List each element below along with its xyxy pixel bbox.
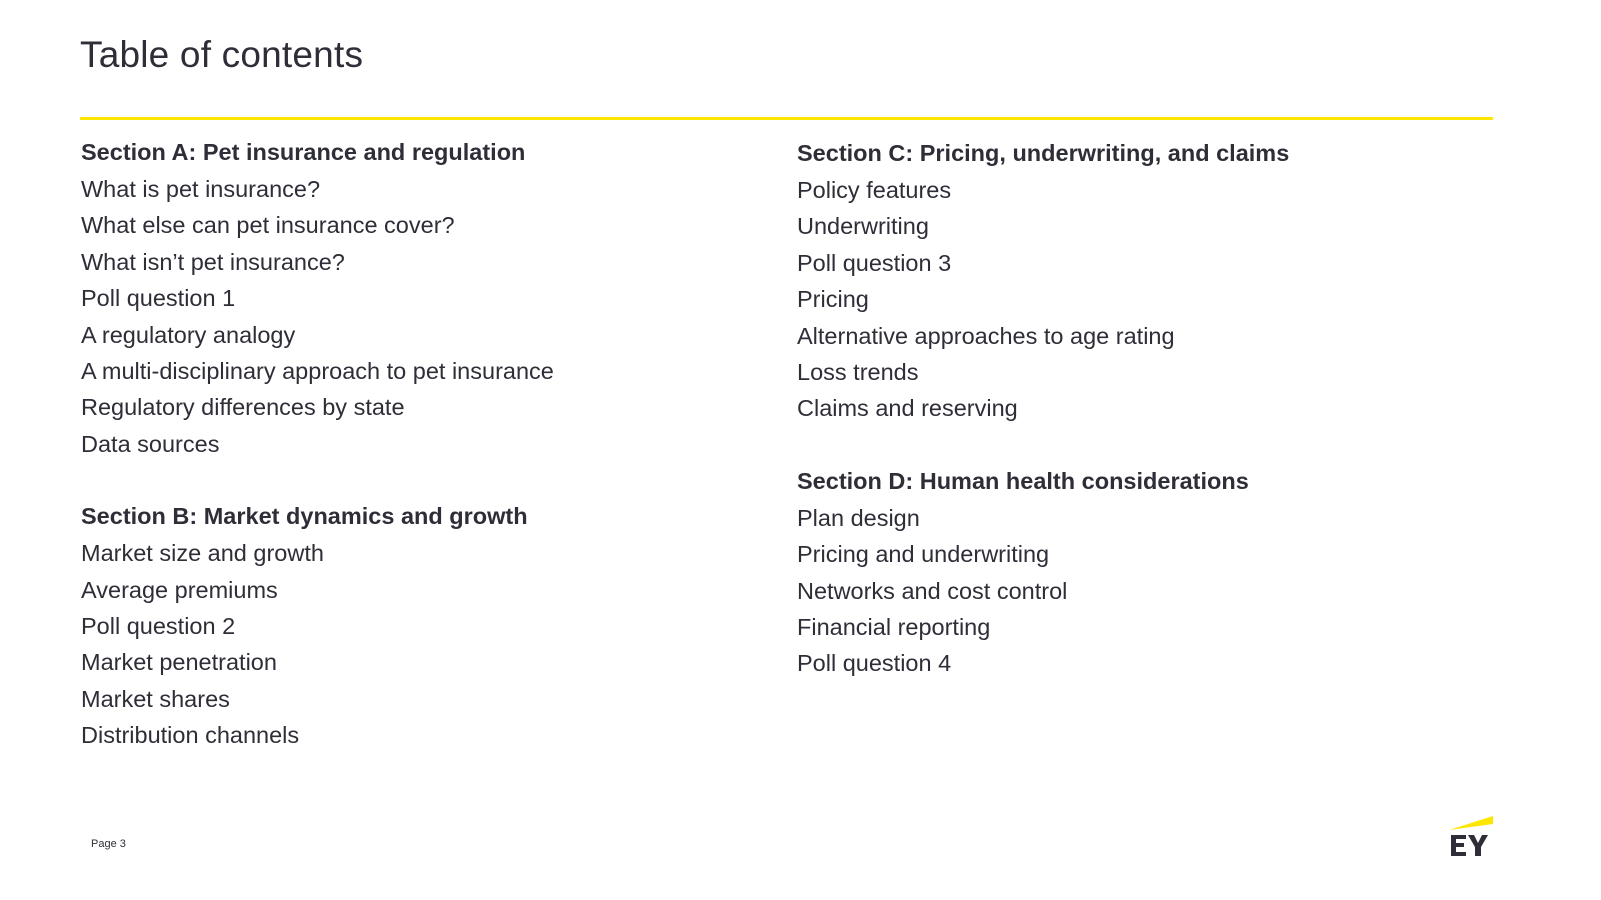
toc-item: Average premiums — [81, 576, 278, 603]
section-heading: Section C: Pricing, underwriting, and claims — [797, 140, 1290, 166]
toc-item: Poll question 4 — [797, 650, 952, 677]
page-title: Table of contents — [80, 34, 364, 75]
toc-section-c — [797, 137, 1477, 429]
toc-item: Market shares — [81, 685, 230, 712]
toc-item: Distribution channels — [81, 722, 300, 749]
toc-item: What is pet insurance? — [81, 176, 321, 202]
toc-item: Poll question 1 — [81, 285, 236, 312]
toc-item: Financial reporting — [797, 613, 991, 640]
toc-item: Claims and reserving — [797, 395, 1018, 422]
ey-logo-icon — [1449, 814, 1493, 860]
toc-item: A multi-disciplinary approach to pet insurance — [81, 357, 554, 384]
section-heading: Section D: Human health considerations — [797, 467, 1249, 494]
section-heading: Section B: Market dynamics and growth — [81, 503, 528, 530]
toc-column-right — [797, 137, 1477, 720]
toc-item: What isn’t pet insurance? — [81, 248, 345, 275]
toc-column-left — [81, 136, 761, 791]
toc-item: Policy features — [797, 177, 952, 203]
section-item-list — [81, 173, 761, 464]
toc-item: Regulatory differences by state — [81, 394, 405, 421]
toc-section-a — [81, 136, 761, 464]
toc-item: What else can pet insurance cover? — [81, 212, 455, 239]
toc-item: Alternative approaches to age rating — [797, 322, 1175, 349]
section-item-list — [81, 537, 761, 755]
toc-item: Poll question 2 — [81, 612, 236, 639]
toc-item: Pricing — [797, 286, 869, 313]
toc-item: Loss trends — [797, 358, 919, 385]
toc-item: Market penetration — [81, 649, 277, 676]
section-item-list — [797, 174, 1477, 429]
page-number: Page 3 — [91, 838, 126, 850]
toc-item: Plan design — [797, 504, 920, 531]
toc-item: Poll question 3 — [797, 249, 952, 276]
toc-item: Data sources — [81, 430, 220, 457]
toc-section-b — [81, 500, 761, 755]
toc-item: A regulatory analogy — [81, 321, 296, 348]
toc-item: Underwriting — [797, 213, 929, 240]
toc-item: Networks and cost control — [797, 577, 1068, 604]
title-divider — [80, 117, 1493, 120]
toc-item: Pricing and underwriting — [797, 541, 1050, 568]
section-item-list — [797, 502, 1477, 684]
toc-item: Market size and growth — [81, 540, 324, 567]
toc-section-d — [797, 465, 1477, 684]
section-heading: Section A: Pet insurance and regulation — [81, 139, 526, 165]
